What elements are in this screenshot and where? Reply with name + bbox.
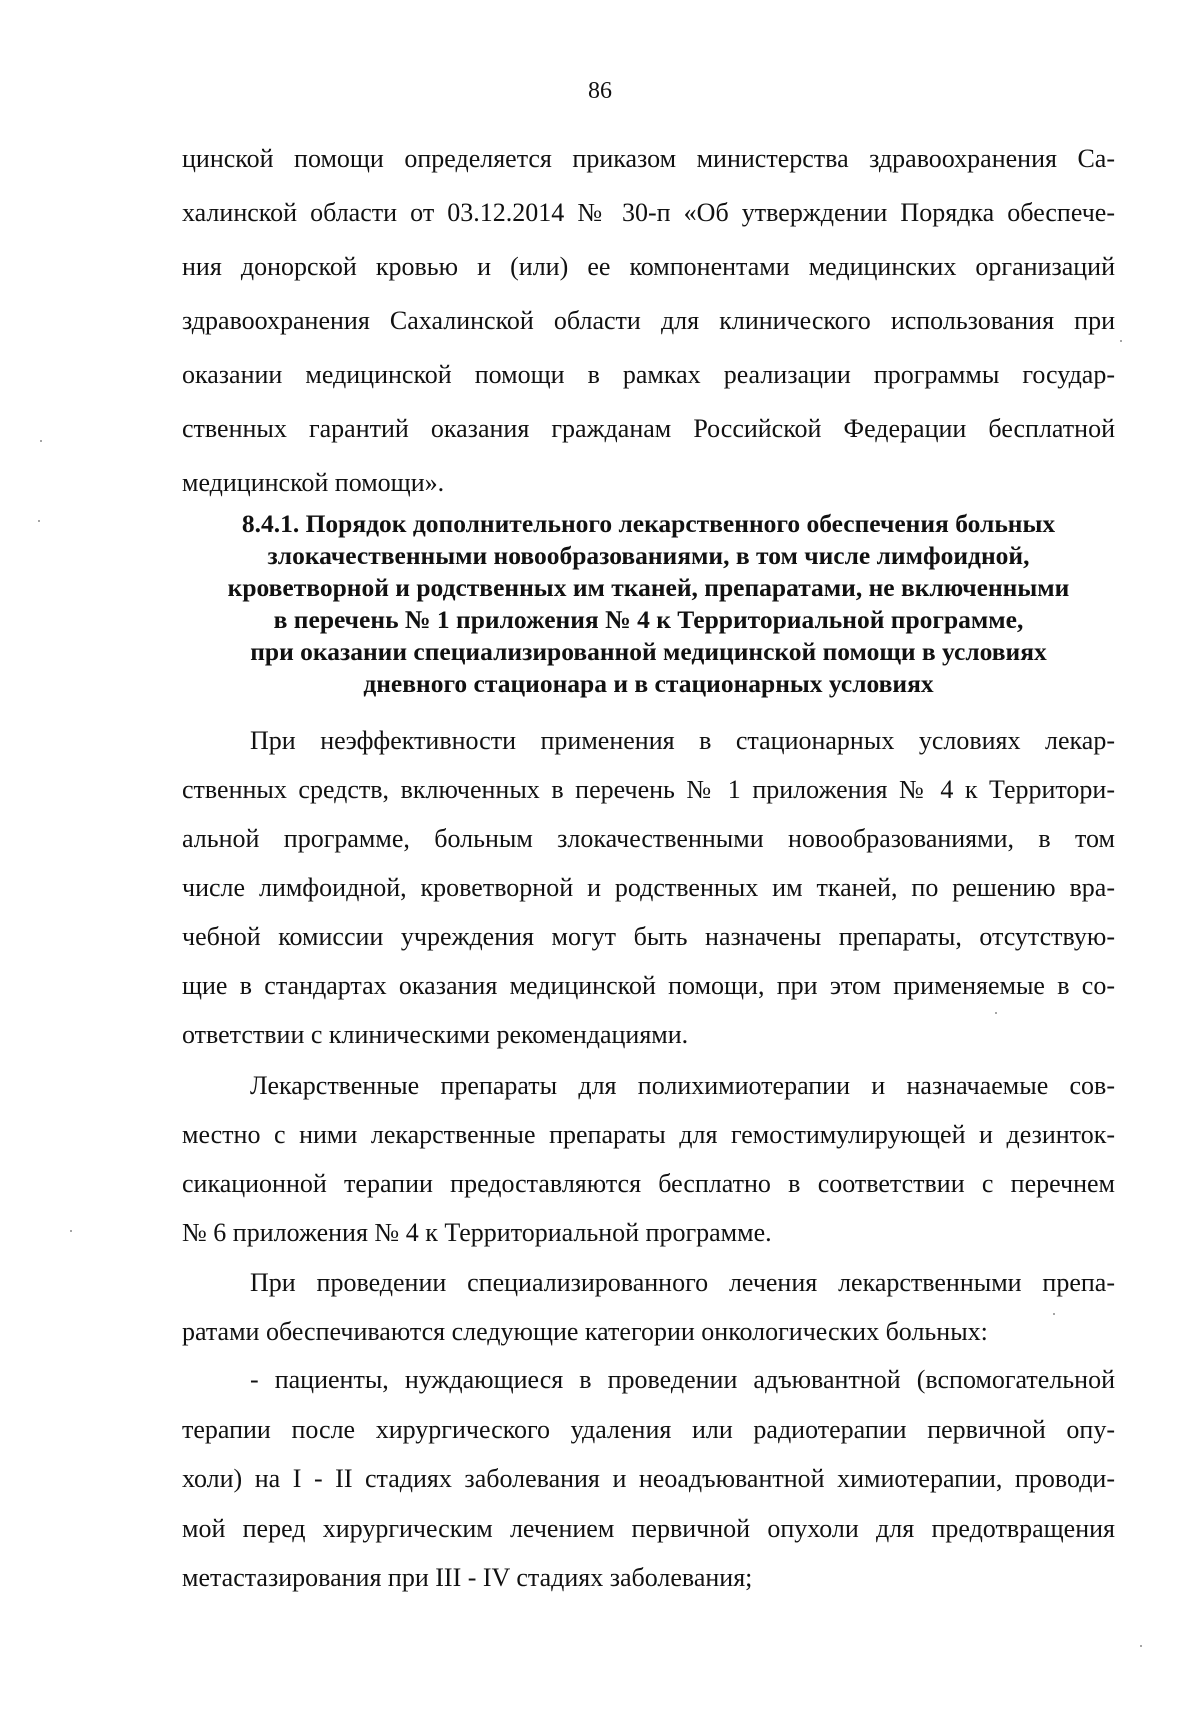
- heading-line: злокачественными новообразованиями, в том числе лимфоидной,: [267, 541, 1030, 570]
- text-line: цинской помощи определяется приказом министерства здравоохранения Са-: [182, 144, 1115, 173]
- scan-speck: [995, 1012, 997, 1014]
- scan-speck: [40, 440, 42, 442]
- scan-speck: [1053, 1313, 1055, 1315]
- scan-speck: [1120, 340, 1122, 342]
- text-line: Лекарственные препараты для полихимиотерапии и назначаемые сов-: [250, 1071, 1115, 1100]
- text-line: числе лимфоидной, кроветворной и родственных им тканей, по решению вра-: [182, 873, 1115, 902]
- text-line: холи) на I - II стадиях заболевания и неоадъювантной химиотерапии, проводи-: [182, 1464, 1115, 1493]
- text-line: здравоохранения Сахалинской области для клинического использования при: [182, 306, 1115, 335]
- heading-line: 8.4.1. Порядок дополнительного лекарственного обеспечения больных: [241, 509, 1056, 538]
- text-line: местно с ними лекарственные препараты для гемостимулирующей и дезинток-: [182, 1120, 1115, 1149]
- text-line: № 6 приложения № 4 к Территориальной программе.: [182, 1218, 772, 1247]
- text-line: альной программе, больным злокачественными новообразованиями, в том: [182, 824, 1115, 853]
- intro-paragraph: [182, 132, 1115, 510]
- section-heading: [182, 508, 1115, 700]
- text-line: метастазирования при III - IV стадиях заболевания;: [182, 1563, 753, 1592]
- text-line: терапии после хирургического удаления или радиотерапии первичной опу-: [182, 1414, 1115, 1444]
- page-number: 86: [588, 78, 612, 104]
- text-line: халинской области от 03.12.2014 № 30-п «Об утверждении Порядка обеспече-: [182, 198, 1115, 227]
- text-line: чебной комиссии учреждения могут быть назначены препараты, отсутствую-: [182, 922, 1115, 951]
- paragraph-3: [182, 1258, 1115, 1356]
- heading-line: кроветворной и родственных им тканей, препаратами, не включенными: [227, 573, 1070, 602]
- text-line: ратами обеспечиваются следующие категории онкологических больных:: [182, 1317, 988, 1346]
- scan-speck: [1140, 1645, 1142, 1647]
- paragraph-1: [182, 716, 1115, 1059]
- heading-line: дневного стационара и в стационарных условиях: [363, 669, 934, 698]
- text-line: мой перед хирургическим лечением первичной опухоли для предотвращения: [182, 1513, 1115, 1543]
- heading-line: при оказании специализированной медицинской помощи в условиях: [250, 637, 1047, 666]
- text-line: ния донорской кровью и (или) ее компонентами медицинских организаций: [182, 252, 1115, 281]
- text-line: При проведении специализированного лечения лекарственными препа-: [250, 1268, 1115, 1297]
- text-line: При неэффективности применения в стационарных условиях лекар-: [250, 726, 1115, 755]
- text-line: медицинской помощи».: [182, 468, 445, 497]
- scan-speck: [38, 520, 40, 522]
- heading-line: в перечень № 1 приложения № 4 к Территориальной программе,: [273, 605, 1024, 634]
- text-line: ственных средств, включенных в перечень № 1 приложения № 4 к Территори-: [182, 775, 1115, 804]
- text-line: ответствии с клиническими рекомендациями.: [182, 1020, 689, 1049]
- paragraph-2: [182, 1061, 1115, 1257]
- text-line: оказании медицинской помощи в рамках реализации программы государ-: [182, 360, 1115, 389]
- text-line: - пациенты, нуждающиеся в проведении адъювантной (вспомогательной: [250, 1365, 1115, 1394]
- text-line: ственных гарантий оказания гражданам Российской Федерации бесплатной: [182, 414, 1115, 443]
- text-line: сикационной терапии предоставляются бесплатно в соответствии с перечнем: [182, 1169, 1115, 1198]
- scan-speck: [70, 1230, 72, 1232]
- list-item: [182, 1355, 1115, 1603]
- text-line: щие в стандартах оказания медицинской помощи, при этом применяемые в со-: [182, 971, 1115, 1000]
